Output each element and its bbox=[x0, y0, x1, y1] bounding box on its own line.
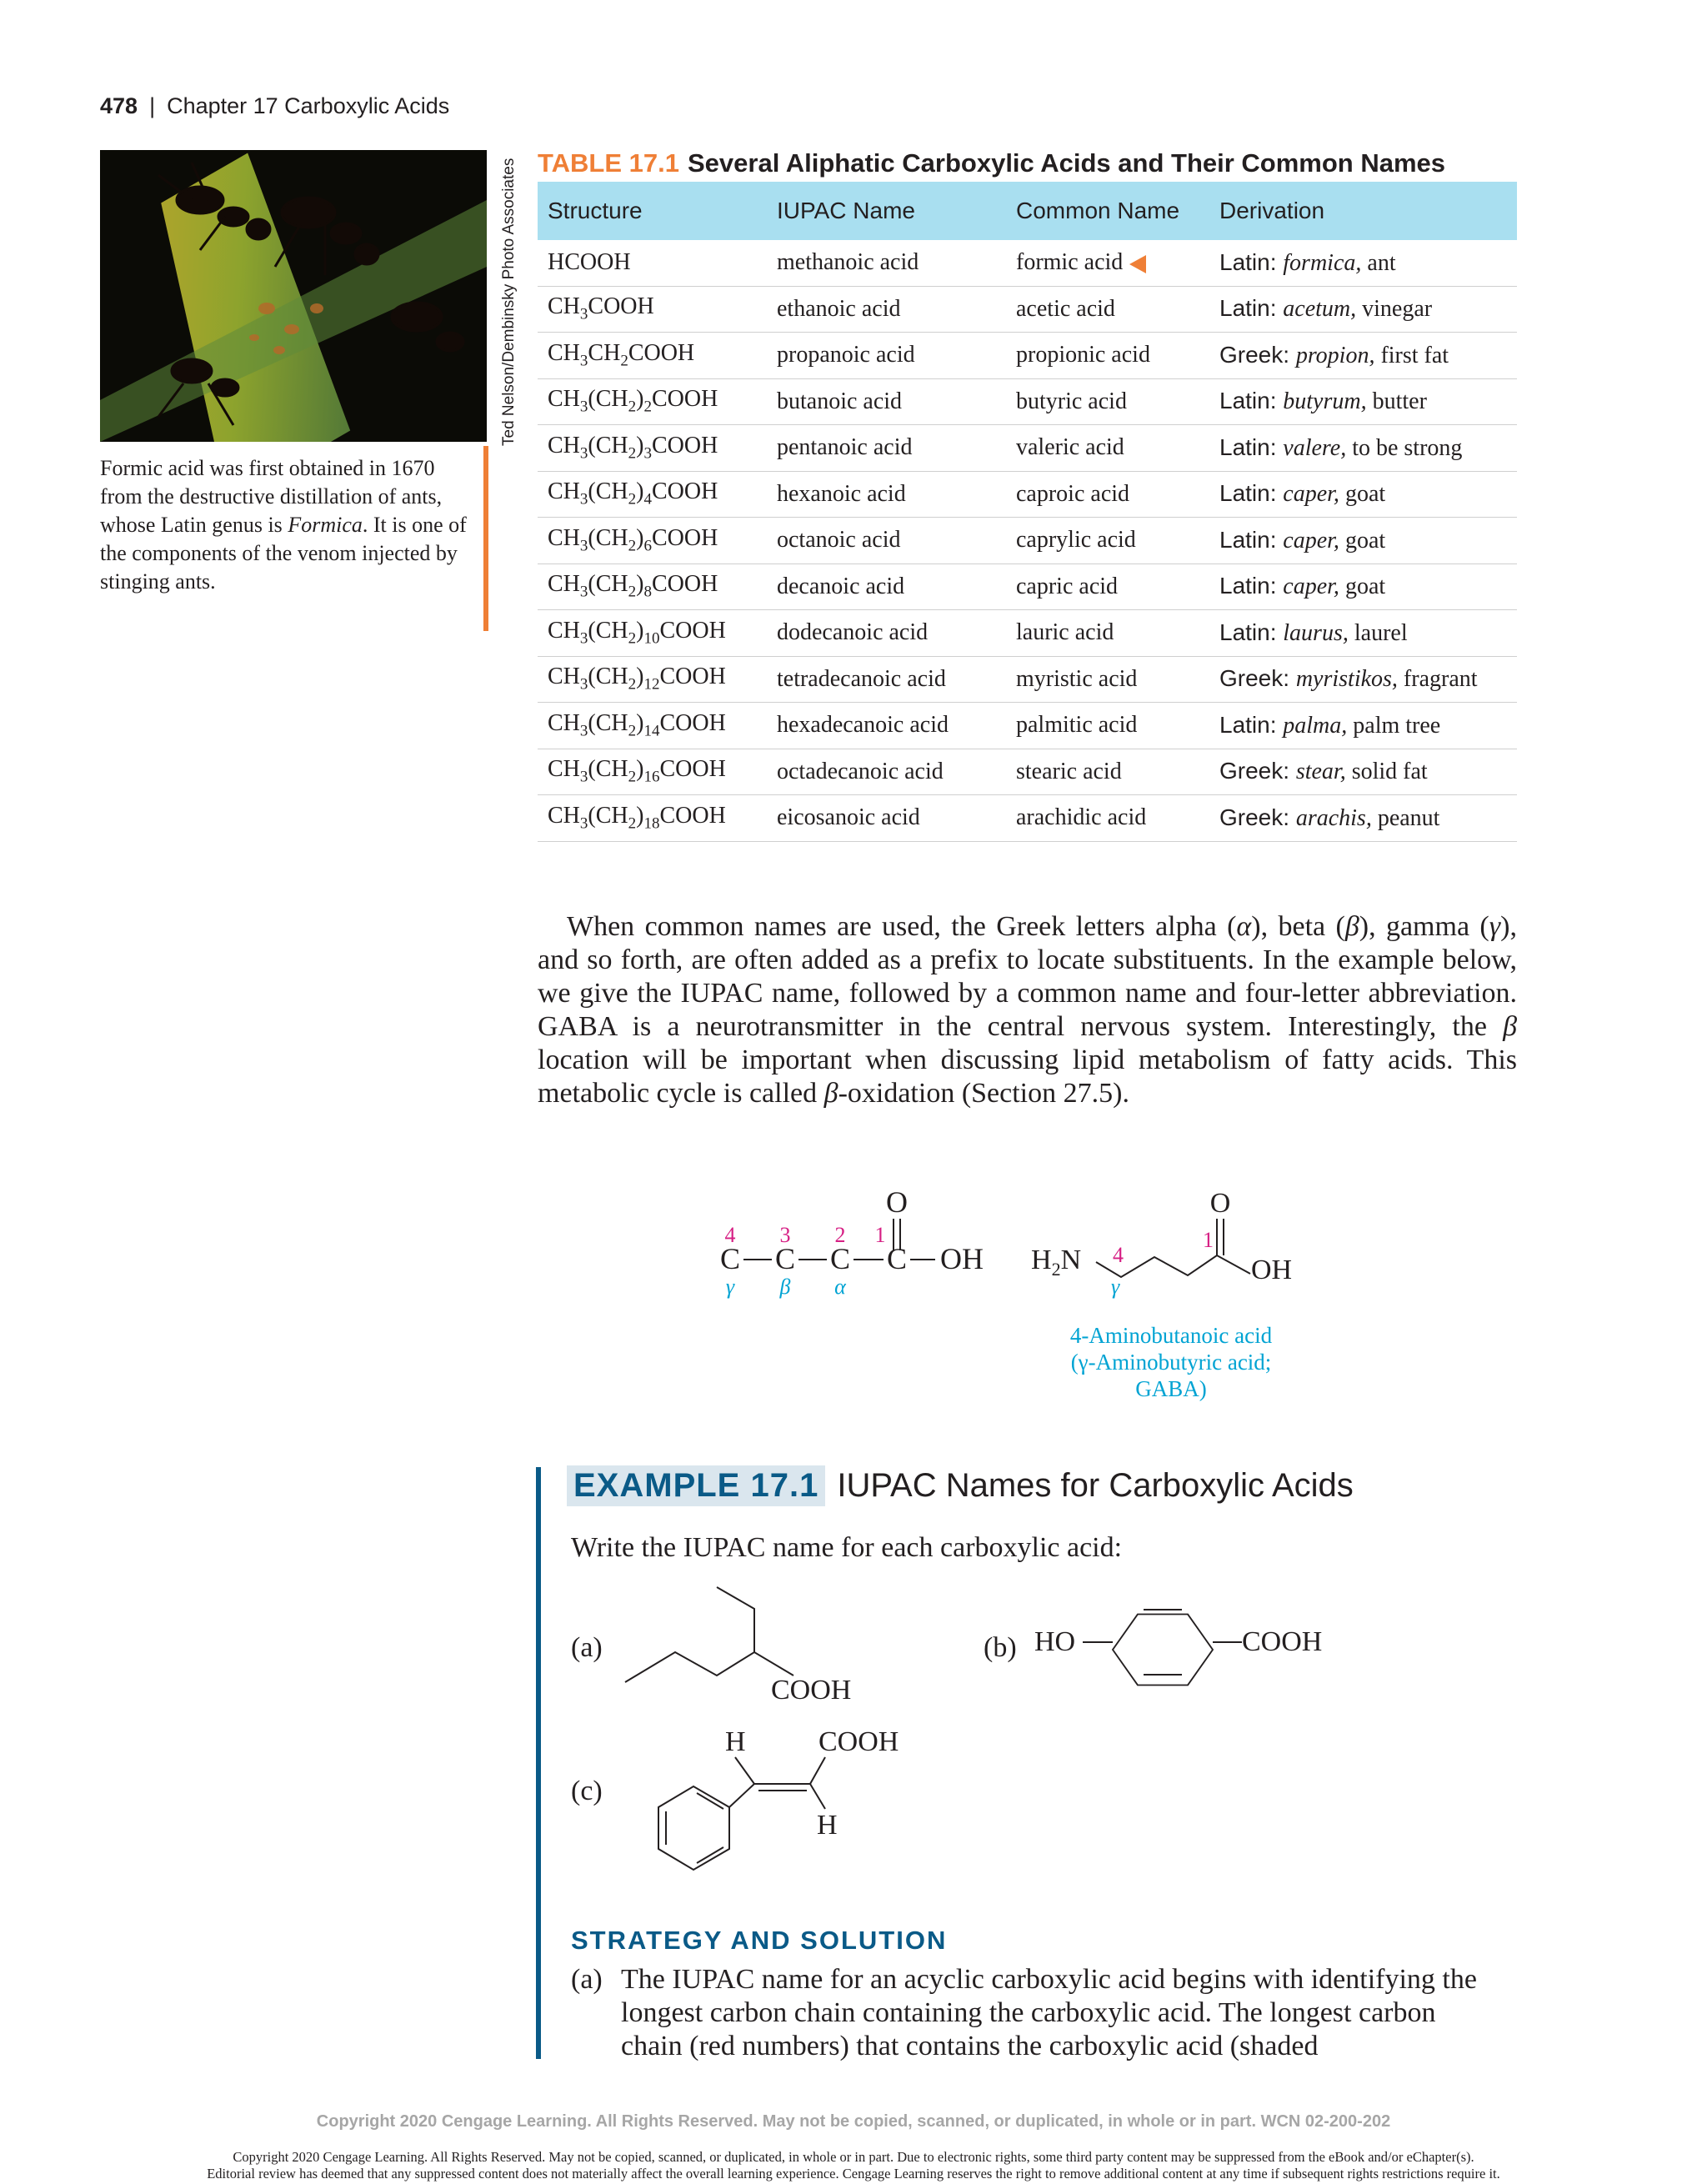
cell-derivation: Latin: formica, ant bbox=[1209, 240, 1517, 286]
chain-atom: C bbox=[774, 1242, 796, 1275]
strategy-heading: STRATEGY AND SOLUTION bbox=[571, 1926, 948, 1955]
carbonyl-oxygen: O bbox=[886, 1185, 908, 1219]
table-row bbox=[538, 425, 1517, 472]
ant-illustration bbox=[100, 150, 487, 442]
page-header bbox=[100, 93, 449, 119]
cell-structure: $CH_3(CH_2)_3COOH$ bbox=[538, 425, 767, 472]
chain-number-1: 1 bbox=[874, 1223, 886, 1247]
column-header: IUPAC Name bbox=[767, 182, 1006, 240]
cell-common-name: palmitic acid bbox=[1006, 703, 1209, 749]
greek-alpha: α bbox=[834, 1275, 846, 1299]
part-b-structure bbox=[1029, 1609, 1346, 1701]
amine-group: $H_2N$ bbox=[1031, 1245, 1082, 1280]
part-b-cooh: COOH bbox=[1242, 1626, 1323, 1657]
cell-derivation: Latin: palma, palm tree bbox=[1209, 703, 1517, 749]
greek-beta: β bbox=[779, 1275, 791, 1299]
carboxylic-acid-table bbox=[538, 182, 1517, 842]
chain-number-2: 2 bbox=[834, 1223, 846, 1247]
cell-iupac-name: tetradecanoic acid bbox=[767, 656, 1006, 703]
cell-iupac-name: dodecanoic acid bbox=[767, 610, 1006, 657]
table-title bbox=[538, 148, 1445, 178]
page-number: 478 bbox=[100, 93, 138, 118]
cell-structure: $CH_3(CH_2)_2COOH$ bbox=[538, 378, 767, 425]
strategy-body: The IUPAC name for an acyclic carboxylic acid begins with identifying the longest carbon chain containing the carboxylic acid. The longest carbon chain (red numbers) that contains the carboxylic acid (shaded bbox=[621, 1964, 1477, 2061]
table-row bbox=[538, 240, 1517, 286]
cell-derivation: Latin: valere, to be strong bbox=[1209, 425, 1517, 472]
cell-structure: $CH_3(CH_2)_{10}COOH$ bbox=[538, 610, 767, 657]
cell-derivation: Latin: caper, goat bbox=[1209, 518, 1517, 564]
cell-derivation: Greek: propion, first fat bbox=[1209, 333, 1517, 379]
highlight-arrow-icon bbox=[1129, 255, 1146, 273]
cell-common-name: arachidic acid bbox=[1006, 795, 1209, 842]
cell-iupac-name: decanoic acid bbox=[767, 564, 1006, 610]
cell-structure: $CH_3(CH_2)_{18}COOH$ bbox=[538, 795, 767, 842]
column-header: Derivation bbox=[1209, 182, 1517, 240]
table-row bbox=[538, 518, 1517, 564]
ant-photo bbox=[100, 150, 487, 442]
cell-common-name: propionic acid bbox=[1006, 333, 1209, 379]
strategy-part-label: (a) bbox=[571, 1964, 603, 1995]
table-row bbox=[538, 656, 1517, 703]
cell-iupac-name: ethanoic acid bbox=[767, 286, 1006, 333]
cell-structure: $CH_3(CH_2)_{12}COOH$ bbox=[538, 656, 767, 703]
cell-iupac-name: hexanoic acid bbox=[767, 471, 1006, 518]
table-row bbox=[538, 378, 1517, 425]
part-b-hydroxy: HO bbox=[1034, 1626, 1076, 1657]
chain-number-4: 4 bbox=[724, 1223, 736, 1247]
example-accent-rule bbox=[536, 1467, 541, 2059]
cell-common-name: myristic acid bbox=[1006, 656, 1209, 703]
chapter-title: Chapter 17 Carboxylic Acids bbox=[167, 93, 450, 118]
gaba-structure-figure bbox=[1029, 1182, 1329, 1307]
cell-iupac-name: eicosanoic acid bbox=[767, 795, 1006, 842]
cell-iupac-name: butanoic acid bbox=[767, 378, 1006, 425]
caption-accent-bar bbox=[483, 446, 488, 631]
table-row bbox=[538, 564, 1517, 610]
cell-structure: HCOOH bbox=[538, 240, 767, 286]
cell-derivation: Latin: laurus, laurel bbox=[1209, 610, 1517, 657]
caption-genus: Formica bbox=[288, 513, 363, 537]
table-header-row bbox=[538, 182, 1517, 240]
table-row bbox=[538, 703, 1517, 749]
cell-common-name: caprylic acid bbox=[1006, 518, 1209, 564]
cell-structure: $CH_3(CH_2)_{16}COOH$ bbox=[538, 749, 767, 795]
hydroxyl-group: OH bbox=[940, 1242, 984, 1275]
cell-structure: $CH_3(CH_2)_{14}COOH$ bbox=[538, 703, 767, 749]
cell-common-name: acetic acid bbox=[1006, 286, 1209, 333]
cell-iupac-name: propanoic acid bbox=[767, 333, 1006, 379]
cell-common-name: valeric acid bbox=[1006, 425, 1209, 472]
example-label: EXAMPLE 17.1 bbox=[567, 1465, 825, 1506]
cell-derivation: Greek: arachis, peanut bbox=[1209, 795, 1517, 842]
copyright-watermark: Copyright 2020 Cengage Learning. All Rights Reserved. May not be copied, scanned, or duplicated, in whole or in part. WCN 02-200-202 bbox=[316, 2112, 1391, 2131]
gaba-gamma: γ bbox=[1111, 1275, 1120, 1299]
part-c-cooh: COOH bbox=[818, 1726, 899, 1757]
cell-structure: $CH_3(CH_2)_8COOH$ bbox=[538, 564, 767, 610]
example-title: IUPAC Names for Carboxylic Acids bbox=[837, 1466, 1354, 1504]
part-a-label: (a) bbox=[571, 1632, 603, 1663]
cell-structure: $CH_3COOH$ bbox=[538, 286, 767, 333]
example-heading bbox=[567, 1465, 1354, 1505]
cell-derivation: Latin: caper, goat bbox=[1209, 471, 1517, 518]
cell-structure: $CH_3(CH_2)_4COOH$ bbox=[538, 471, 767, 518]
photo-credit bbox=[478, 158, 518, 446]
cell-iupac-name: pentanoic acid bbox=[767, 425, 1006, 472]
table-row bbox=[538, 333, 1517, 379]
cell-common-name: formic acid bbox=[1006, 240, 1209, 286]
cell-derivation: Latin: acetum, vinegar bbox=[1209, 286, 1517, 333]
cell-derivation: Latin: caper, goat bbox=[1209, 564, 1517, 610]
copyright-notice bbox=[0, 2149, 1707, 2182]
gaba-carbonyl-oxygen: O bbox=[1209, 1188, 1231, 1219]
table-body bbox=[538, 240, 1517, 841]
table-row bbox=[538, 610, 1517, 657]
gaba-number-4: 4 bbox=[1113, 1243, 1124, 1267]
cell-structure: $CH_3(CH_2)_6COOH$ bbox=[538, 518, 767, 564]
cell-derivation: Latin: butyrum, butter bbox=[1209, 378, 1517, 425]
table-row bbox=[538, 749, 1517, 795]
table-row bbox=[538, 795, 1517, 842]
cell-iupac-name: octanoic acid bbox=[767, 518, 1006, 564]
part-c-hydrogen-bottom: H bbox=[817, 1810, 838, 1841]
chain-atom: C bbox=[829, 1242, 851, 1275]
part-a-cooh: COOH bbox=[771, 1675, 852, 1706]
copyright-line-1: Copyright 2020 Cengage Learning. All Rights Reserved. May not be copied, scanned, or duplicated, in whole or in part. Due to electronic rights, some third party content may be suppressed from the eBook and/or eChapter(s). bbox=[233, 2149, 1474, 2165]
cell-common-name: capric acid bbox=[1006, 564, 1209, 610]
photo-credit-text: Ted Nelson/Dembinsky Photo Associates bbox=[500, 158, 518, 446]
cell-common-name: butyric acid bbox=[1006, 378, 1209, 425]
intro-paragraph: When common names are used, the Greek letters alpha (α), beta (β), gamma (γ), and so forth, are often added as a prefix to locate substituents. In the example below, we give the IUPAC name, followed by a common name and four-letter abbreviation. GABA is a neurotransmitter in the central nervous system. Interestingly, the β location will be important when discussing lipid metabolism of fatty acids. This metabolic cycle is called β-oxidation (Section 27.5). bbox=[538, 911, 1517, 1109]
header-divider: | bbox=[149, 93, 156, 118]
greek-gamma: γ bbox=[725, 1275, 735, 1299]
cell-iupac-name: methanoic acid bbox=[767, 240, 1006, 286]
gaba-iupac-name: 4-Aminobutanoic acid bbox=[1069, 1323, 1273, 1348]
strategy-text bbox=[571, 1963, 1488, 2063]
gaba-number-1: 1 bbox=[1203, 1228, 1214, 1252]
cell-derivation: Greek: stear, solid fat bbox=[1209, 749, 1517, 795]
gaba-name bbox=[1034, 1322, 1309, 1402]
part-b-label: (b) bbox=[984, 1632, 1017, 1663]
part-c-structure bbox=[625, 1717, 959, 1884]
table-label: TABLE 17.1 bbox=[538, 148, 679, 178]
cell-common-name: caproic acid bbox=[1006, 471, 1209, 518]
gaba-common-name: (γ-Aminobutyric acid; GABA) bbox=[1070, 1350, 1272, 1401]
photo-caption bbox=[100, 454, 467, 596]
caption-text-1: Formic acid was first obtained in 1670 from the destructive distillation of ants, whose Latin genus is bbox=[100, 456, 443, 537]
gaba-hydroxyl: OH bbox=[1251, 1255, 1293, 1285]
example-prompt: Write the IUPAC name for each carboxylic acid: bbox=[571, 1532, 1123, 1563]
chain-atom: C bbox=[886, 1242, 908, 1275]
part-a-structure bbox=[608, 1584, 884, 1709]
cell-structure: $CH_3CH_2COOH$ bbox=[538, 333, 767, 379]
column-header: Structure bbox=[538, 182, 767, 240]
cell-iupac-name: octadecanoic acid bbox=[767, 749, 1006, 795]
table-row bbox=[538, 471, 1517, 518]
chain-atom: C bbox=[719, 1242, 741, 1275]
table-title-text: Several Aliphatic Carboxylic Acids and Their Common Names bbox=[687, 148, 1446, 178]
cell-common-name: stearic acid bbox=[1006, 749, 1209, 795]
cell-iupac-name: hexadecanoic acid bbox=[767, 703, 1006, 749]
part-c-label: (c) bbox=[571, 1776, 603, 1806]
cell-common-name: lauric acid bbox=[1006, 610, 1209, 657]
copyright-line-2: Editorial review has deemed that any suppressed content does not materially affect the overall learning experience. Cengage Learning reserves the right to remove additional content at any time if subsequent rights restrictions require it. bbox=[207, 2166, 1500, 2181]
cell-derivation: Greek: myristikos, fragrant bbox=[1209, 656, 1517, 703]
chain-number-3: 3 bbox=[779, 1223, 791, 1247]
chain-numbering-figure bbox=[717, 1182, 1017, 1307]
column-header: Common Name bbox=[1006, 182, 1209, 240]
table-row bbox=[538, 286, 1517, 333]
part-c-hydrogen-top: H bbox=[725, 1726, 746, 1757]
caption-text-2: . It is one of the components of the venom injected by stinging ants. bbox=[100, 513, 467, 594]
